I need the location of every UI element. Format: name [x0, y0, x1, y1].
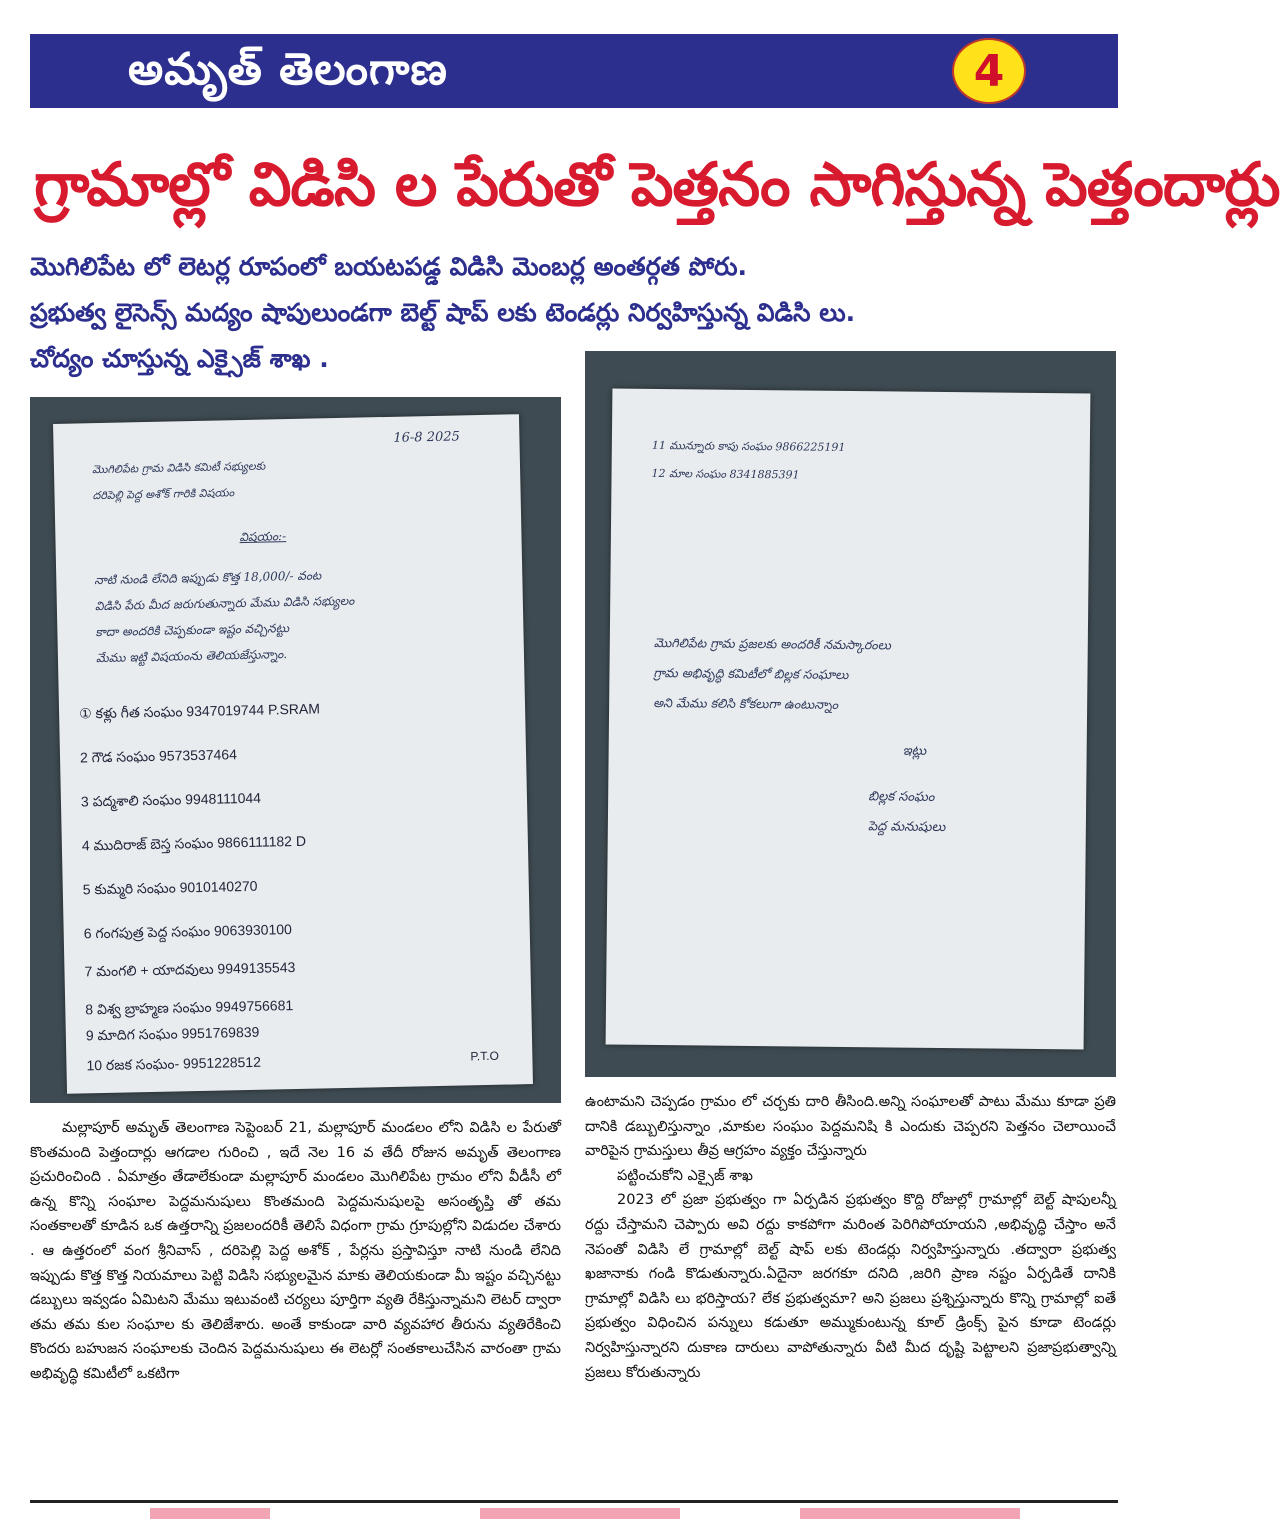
member-row: ① కళ్లు గీత సంఘం 9347019744 P.SRAM: [78, 700, 321, 722]
article-paragraph: మల్లాపూర్ అమృత్ తెలంగాణ సెప్టెంబర్ 21, మల్లాపూర్ మండలం లోని విడిసి ల పేరుతో కొంతమంది పెత్తందార్లు ఆగడాల గురించి , ఇదే నెల 16 వ తేదీ రోజున అమృత్ తెలంగాణ ప్రచురించింది . ఏమాత్రం తేడాలేకుండా మల్లాపూర్ మండలం మొగిలిపేట గ్రామం లోని వీడీసీ లో ఉన్న కొన్ని సంఘాల పెద్దమనుషులు కొంతమంది పెద్దమనుషులపై అసంతృప్తి తో తమ సంతకాలతో కూడిన ఒక ఉత్తరాన్ని ప్రజలందరికీ తెలిసే విధంగా గ్రామ గ్రూపుల్లోని విడుదల చేశారు . ఆ ఉత్తరంలో వంగ శ్రీనివాస్ , దరిపెల్లి పెద్ద అశోక్ , పేర్లను ప్రస్తావిస్తూ నాటి నుండి లేనిది ఇప్పుడు కొత్త కొత్త నియమాలు పెట్టి విడిసి సభ్యులమైన మాకు తెలియకుండా మీ ఇష్టం వచ్చినట్టు డబ్బులు ఇవ్వడం ఏమిటని మేము ఇటువంటి చర్యలు పూర్తిగా వ్యతి రేకిస్తున్నామని లెటర్ ద్వారా తమ తమ కుల సంఘాల కు తెలిజేశారు. అంతే కాకుండా వారి వ్యవహార తీరును వ్యతిరేకించి కొందరు బహుజన సంఘాలకు చెందిన పెద్దమనుషులు ఈ లెటర్లో సంతకాలుచేసిన వారంతా గ్రామ అభివృద్ధి కమిటీలో ఒకటిగా: [30, 1120, 561, 1382]
member-row: 9 మాదిగ సంఘం 9951769839: [85, 1023, 260, 1044]
pto-note: P.T.O: [470, 1048, 499, 1064]
letter-line: 12 మాల సంఘం 8341885391: [651, 466, 800, 482]
letter-photo-left: [30, 397, 561, 1103]
member-row: 10 రజక సంఘం- 9951228512: [86, 1053, 262, 1074]
article-column-left: [30, 1116, 561, 1387]
letter-line: మేము ఇట్టి విషయంను తెలియజేస్తున్నాం.: [95, 647, 288, 666]
letter-sign: ఇట్లు: [902, 743, 927, 759]
member-row: 8 విశ్వ బ్రాహ్మణ సంఘం 9949756681: [85, 997, 294, 1018]
next-headline-fragment: [150, 1508, 270, 1519]
letter-sign: బిల్లక సంఘం: [868, 789, 935, 805]
member-row: 2 గౌడ సంఘం 9573537464: [79, 746, 238, 766]
newspaper-title: అమృత్ తెలంగాణ: [128, 44, 448, 95]
page-number-badge: 4: [952, 38, 1026, 104]
letter-line: మొగిలిపేట గ్రామ విడిసి కమిటీ సభ్యులకు: [91, 459, 266, 477]
masthead-bar: [30, 34, 1118, 108]
letter-paper-right: [606, 389, 1091, 1050]
article-paragraph: ఉంటామని చెప్పడం గ్రామం లో చర్చకు దారి తీసింది.అన్ని సంఘాలతో పాటు మేము కూడా ప్రతి దానికి డబ్బులిస్తున్నాం ,మాకుల సంఘం పెద్దమనిషి కి ఎందుకు చెప్పరని పెత్తనం చెలాయించే వారిపైన గ్రామస్తులు తీవ్ర ఆగ్రహం వ్యక్తం చేస్తున్నారు: [585, 1094, 1116, 1160]
letter-line: మొగిలిపేట గ్రామ ప్రజలకు అందరికీ నమస్కారంలు: [653, 634, 891, 653]
letter-line: దరిపెల్లి పెద్ద అశోక్ గారికి విషయం: [92, 486, 235, 503]
member-row: 5 కుమ్మరి సంఘం 9010140270: [82, 877, 258, 898]
letter-paper-left: [53, 414, 533, 1094]
letter-line: గ్రామ అభివృద్ధి కమిటీలో బిల్లక సంఘాలు: [653, 664, 849, 683]
member-row: 3 పద్మశాలి సంఘం 9948111044: [80, 789, 262, 810]
letter-line: విడిసి పేరు మీద జరుగుతున్నారు మేము విడిసి సభ్యులం: [94, 593, 355, 614]
letter-line: నాటి నుండి లేనిది ఇప్పుడు కొత్త 18,000/- వంట: [94, 568, 322, 588]
subhead-2: ప్రభుత్వ లైసెన్స్ మద్యం షాపులుండగా బెల్ట్ షాప్ లకు టెండర్లు నిర్వహిస్తున్న విడిసి లు.: [30, 298, 856, 327]
letter-photo-right: [585, 351, 1116, 1077]
page-bottom-rule: [30, 1500, 1118, 1503]
letter-subject: విషయం:-: [239, 529, 287, 545]
member-row: 7 మంగలి + యాదవులు 9949135543: [84, 959, 296, 980]
letter-line: అని మేము కలిసి కోకలుగా ఉంటున్నాం: [653, 694, 839, 712]
member-row: 6 గంగపుత్ర పెద్ద సంఘం 9063930100: [83, 921, 293, 942]
letter-line: కాదా అందరికి చెప్పకుండా ఇష్టం వచ్చినట్టు: [95, 621, 290, 640]
subhead-1: మొగిలిపేట లో లెటర్ల రూపంలో బయటపడ్డ విడిసి మెంబర్ల అంతర్గత పోరు.: [30, 252, 748, 281]
section-subheading: పట్టించుకోని ఎక్సైజ్ శాఖ: [617, 1167, 753, 1184]
next-headline-fragment: [480, 1508, 680, 1519]
subhead-3: చోద్యం చూస్తున్న ఎక్సైజ్ శాఖ .: [30, 344, 329, 373]
letter-sign: పెద్ద మనుషులు: [867, 819, 946, 836]
article-column-right: [585, 1090, 1116, 1385]
article-paragraph: 2023 లో ప్రజా ప్రభుత్వం గా ఏర్పడిన ప్రభుత్వం కొద్ది రోజుల్లో గ్రామాల్లో బెల్ట్ షాపులన్నీ రద్దు చేస్తామని చెప్పారు అవి రద్దు కాకపోగా మరింత పెరిగిపోయాయని ,అభివృద్ధి చేస్తాం అనే నెపంతో విడిసి లే గ్రామాల్లో బెల్ట్ షాప్ లకు టెండర్లు నిర్వహిస్తున్నారు .తద్వారా ప్రభుత్వ ఖజానాకు గండి కొడుతున్నారు.ఏదైనా జరగకూ దనిది ,జరిగి ప్రాణ నష్టం ఏర్పడితే దానికి గ్రామాల్లో విడిసి లు భరిస్తాయ? లేక ప్రభుత్వమా? అని ప్రజలు ప్రశ్నిస్తున్నారు కొన్ని గ్రామాల్లో ఐతే ప్రభుత్వం విధించిన పన్నులు కడుతూ అమ్ముకుంటున్న కూల్ డ్రింక్స్ పైన కూడా టెండర్లు నిర్వహిస్తున్నారని దుకాణ దారులు వాపోతున్నారు వీటి మీద దృష్టి పెట్టాలని ప్రజాప్రభుత్వాన్ని ప్రజలు కోరుతున్నారు: [585, 1192, 1116, 1381]
letter-line: 11 మున్నూరు కాపు సంఘం 9866225191: [651, 438, 846, 454]
next-headline-fragment: [800, 1508, 1020, 1519]
member-row: 4 ముదిరాజ్ బెస్త సంఘం 9866111182 D: [81, 832, 307, 854]
letter-date: 16-8 2025: [393, 429, 460, 446]
headline: గ్రామాల్లో విడిసి ల పేరుతో పెత్తనం సాగిస్తున్న పెత్తందార్లు: [34, 150, 1280, 220]
